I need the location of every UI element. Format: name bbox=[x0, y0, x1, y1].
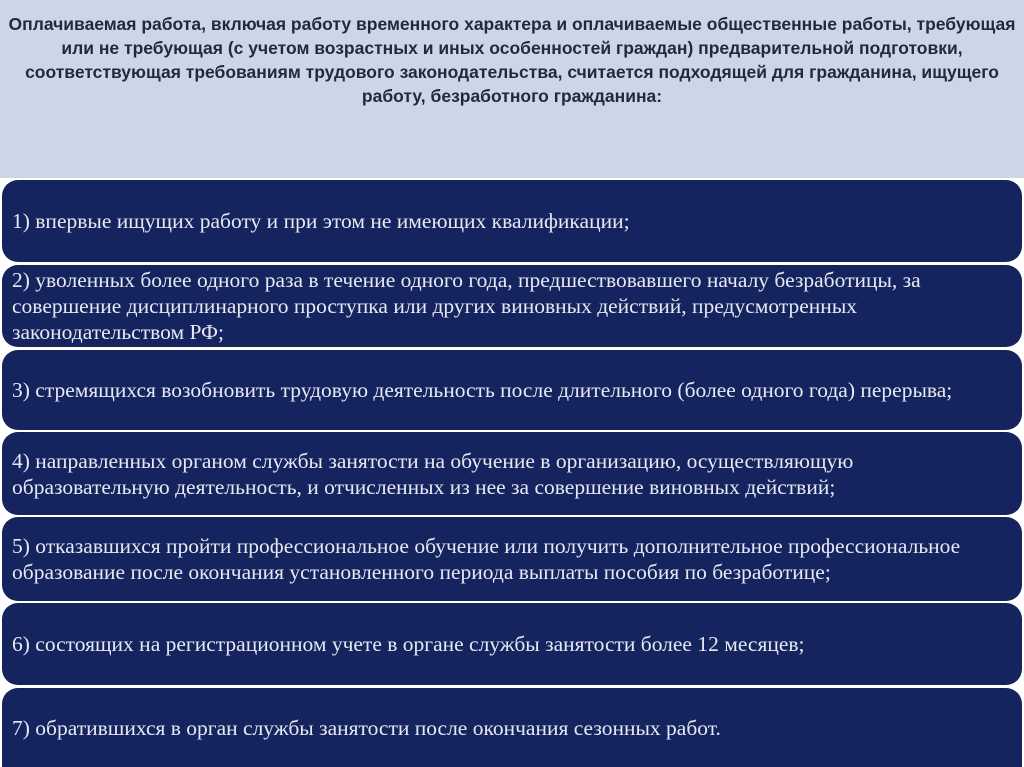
list-item-text: 5) отказавшихся пройти профессиональное обучение или получить дополнительное профессиональное образование после окончания установленного периода выплаты пособия по безработице; bbox=[12, 534, 961, 584]
list-item-5 bbox=[2, 517, 1022, 601]
list-item-text: 2) уволенных более одного раза в течение одного года, предшествовавшего началу безработицы, за совершение дисциплинарного проступка или других виновных действий, предусмотренных законодательством РФ; bbox=[12, 268, 921, 344]
list-item-1 bbox=[2, 180, 1022, 262]
list-item-6 bbox=[2, 603, 1022, 685]
list-item-2 bbox=[2, 265, 1022, 347]
list-item-text: 7) обратившихся в орган службы занятости после окончания сезонных работ. bbox=[12, 715, 721, 740]
list-item-text: 4) направленных органом службы занятости на обучение в организацию, осуществляющую образовательную деятельность, и отчисленных из нее за совершение виновных действий; bbox=[12, 448, 854, 499]
list-item-7 bbox=[2, 688, 1022, 767]
list-item-3 bbox=[2, 350, 1022, 430]
header-panel bbox=[0, 0, 1024, 178]
page-title: Оплачиваемая работа, включая работу временного характера и оплачиваемые общественные работы, требующая или не требующая (с учетом возрастных и иных особенностей граждан) предварительной подготовки, соответствующая требованиям трудового законодательства, считается подходящей для гражданина, ищущего работу, безработного гражданина: bbox=[8, 14, 1016, 106]
list-item-text: 3) стремящихся возобновить трудовую деятельность после длительного (более одного года) перерыва; bbox=[12, 378, 953, 402]
list-item-4 bbox=[2, 432, 1022, 515]
list-item-text: 1) впервые ищущих работу и при этом не имеющих квалификации; bbox=[12, 209, 630, 233]
list-item-text: 6) состоящих на регистрационном учете в органе службы занятости более 12 месяцев; bbox=[12, 632, 805, 656]
